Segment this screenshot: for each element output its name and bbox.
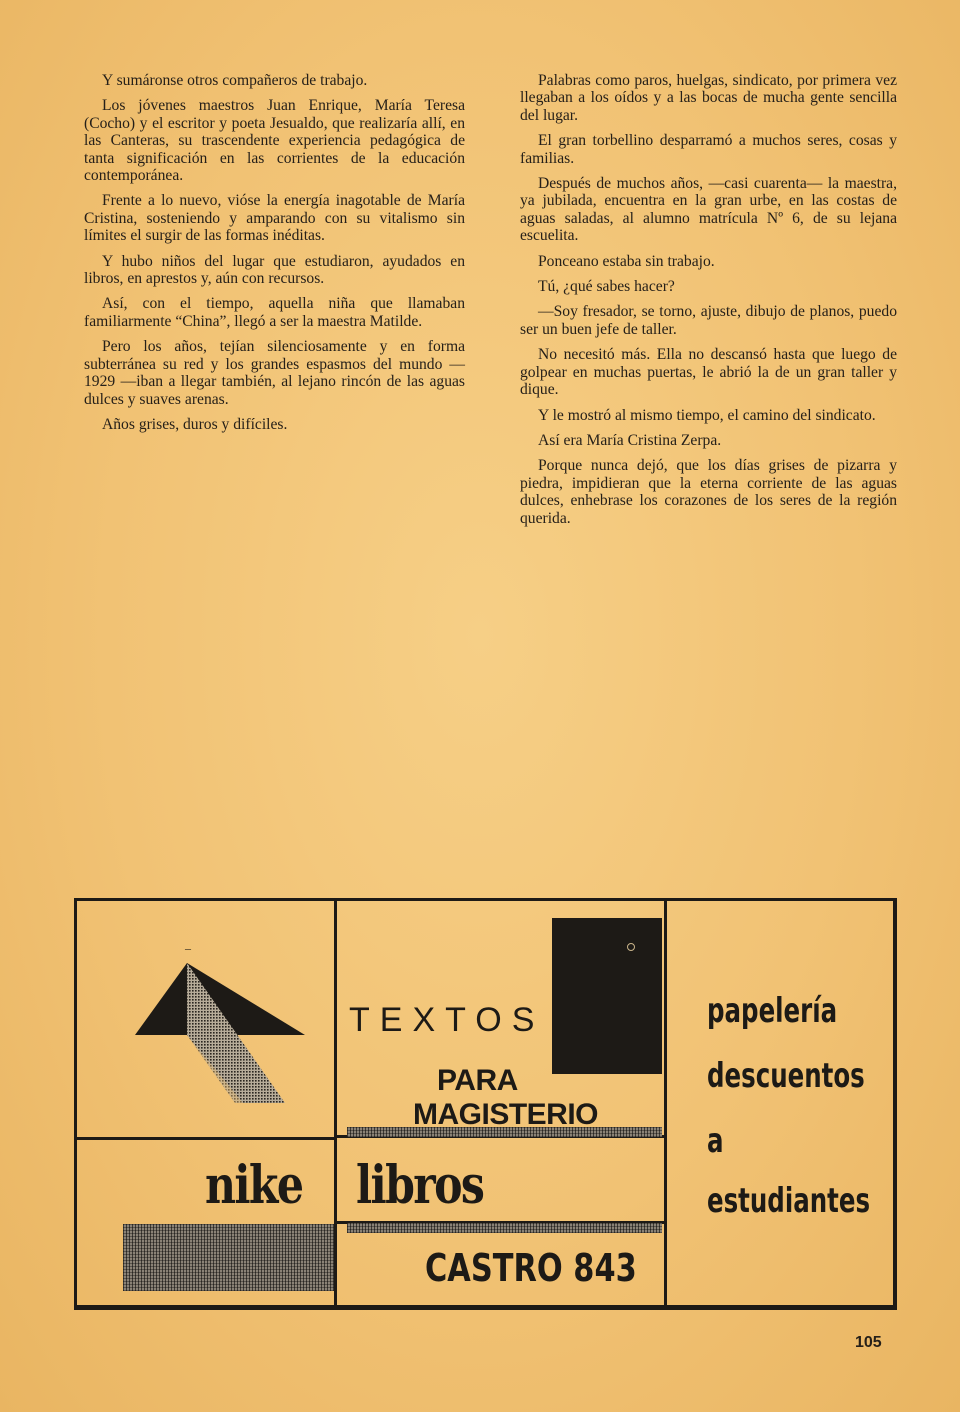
paragraph: Y le mostró al mismo tiempo, el camino del sindicato. [538, 406, 876, 424]
left-text-column [84, 72, 465, 441]
paragraph: Frente a lo nuevo, vióse la energía inagotable de María Cristina, sosteniendo y amparando con su vitalismo sin límites el surgir de las formas inéditas. [84, 192, 465, 245]
paragraph: Así, con el tiempo, aquella niña que llamaban familiarmente “China”, llegó a ser la maestra Matilde. [84, 295, 465, 330]
right-text-column [520, 72, 897, 535]
ad-textos-heading: TEXTOS [349, 1001, 545, 1039]
paragraph: Después de muchos años, —casi cuarenta— la maestra, ya jubilada, encuentra en la gran urbe, en las costas de aguas saladas, al alumno matrícula Nº 6, de su lejana escuelita. [520, 175, 897, 245]
ad-address: CASTRO 843 [425, 1246, 637, 1290]
nike-arrow-logo-icon [135, 963, 305, 1113]
ad-para-text: PARA [437, 1064, 518, 1097]
ad-divider [334, 901, 337, 1305]
paragraph: —Soy fresador, se torno, ajuste, dibujo de planos, puedo ser un buen jefe de taller. [520, 303, 897, 338]
ad-brand-libros: libros [356, 1155, 484, 1216]
ad-side-line: papelería [707, 991, 838, 1031]
paragraph: El gran torbellino desparramó a muchos seres, cosas y familias. [520, 132, 897, 167]
ad-tick-mark: – [185, 941, 191, 955]
paragraph: Palabras como paros, huelgas, sindicato, por primera vez llegaban a los oídos y a las bocas de mucha gente sencilla del lugar. [520, 72, 897, 124]
paragraph: Y sumáronse otros compañeros de trabajo. [102, 72, 368, 89]
paragraph: Tú, ¿qué sabes hacer? [538, 278, 675, 296]
paragraph: Los jóvenes maestros Juan Enrique, María Teresa (Cocho) y el escritor y poeta Jesualdo, que realizaría allí, en las Canteras, su trascendente experiencia pedagógica de tanta significación en las corrientes de la educación contemporánea. [84, 97, 465, 185]
ad-divider [77, 1137, 337, 1140]
ad-dot-mark [627, 943, 635, 951]
ad-magisterio-text: MAGISTERIO [413, 1098, 599, 1131]
ad-divider [664, 901, 667, 1305]
ad-side-line: estudiantes [707, 1181, 871, 1221]
paragraph: Años grises, duros y difíciles. [102, 415, 288, 433]
page-number: 105 [855, 1334, 882, 1351]
ad-side-line: descuentos [707, 1056, 865, 1096]
ad-side-line: a [707, 1121, 724, 1161]
ad-hatched-band [347, 1223, 662, 1233]
paragraph: Pero los años, tejían silenciosamente y en forma subterránea su red y los grandes espasmos del mundo —1929 —iban a llegar también, al lejano rincón de las aguas dulces y suaves arenas. [84, 338, 465, 408]
bookstore-advertisement [74, 898, 897, 1310]
paragraph: Y hubo niños del lugar que estudiaron, ayudados en libros, en aprestos y, aún con recursos. [84, 252, 465, 288]
paragraph: Porque nunca dejó, que los días grises de pizarra y piedra, impidieran que la eterna corriente de las aguas dulces, enhebrase los corazones de los seres de la región querida. [520, 457, 897, 527]
ad-brand-nike: nike [205, 1155, 303, 1216]
ad-gray-block [123, 1224, 334, 1291]
paragraph: Ponceano estaba sin trabajo. [538, 252, 715, 270]
paragraph: Así era María Cristina Zerpa. [538, 431, 722, 449]
ad-black-square [552, 918, 662, 1074]
paragraph: No necesitó más. Ella no descansó hasta que luego de golpear en muchas puertas, le abrió la de un gran taller y dique. [520, 346, 897, 399]
